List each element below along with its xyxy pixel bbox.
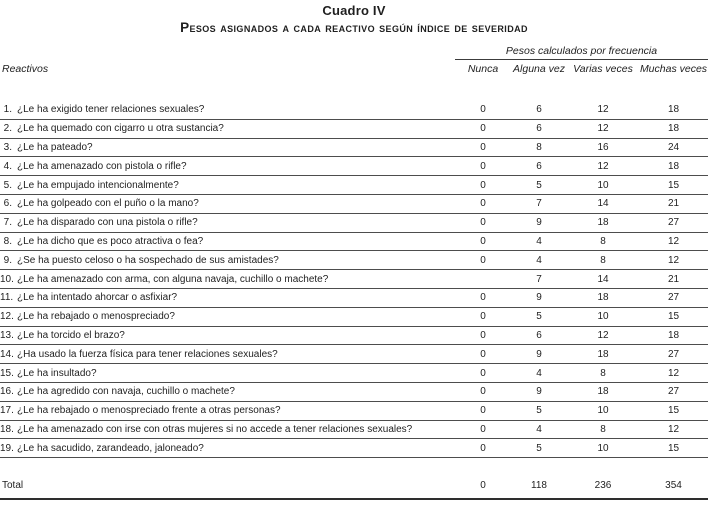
table-body	[0, 101, 708, 458]
value-alguna-vez: 6	[536, 329, 542, 341]
row-question: ¿Le ha insultado?	[17, 367, 97, 379]
column-header-nunca: Nunca	[467, 63, 499, 75]
row-question: ¿Se ha puesto celoso o ha sospechado de sus amistades?	[17, 254, 279, 266]
value-varias-veces: 8	[600, 423, 606, 435]
total-row	[0, 472, 708, 500]
value-varias-veces: 12	[597, 329, 609, 341]
value-nunca: 0	[480, 123, 486, 135]
value-alguna-vez: 4	[536, 423, 542, 435]
question-cell	[0, 424, 455, 435]
question-cell	[0, 443, 455, 454]
value-varias-veces: 8	[600, 254, 606, 266]
value-nunca: 0	[480, 367, 486, 379]
value-alguna-vez: 5	[536, 405, 542, 417]
table-row	[0, 101, 708, 120]
value-varias-veces: 12	[597, 160, 609, 172]
value-muchas-veces: 15	[667, 405, 680, 417]
total-varias-veces: 236	[594, 479, 612, 491]
table-row	[0, 157, 708, 176]
value-alguna-vez: 4	[536, 367, 542, 379]
value-alguna-vez: 6	[536, 123, 542, 135]
value-nunca: 0	[480, 311, 486, 323]
question-cell	[0, 198, 455, 209]
frequency-column-group	[455, 45, 708, 75]
row-question: ¿Le ha quemado con cigarro u otra sustancia?	[17, 123, 224, 135]
value-muchas-veces: 18	[667, 123, 680, 135]
row-number: 4.	[3, 160, 12, 172]
value-muchas-veces: 18	[667, 329, 680, 341]
table-row	[0, 270, 708, 289]
row-question: ¿Le ha intentado ahorcar o asfixiar?	[17, 292, 178, 304]
value-nunca: 0	[480, 235, 486, 247]
table-row	[0, 327, 708, 346]
value-alguna-vez: 5	[536, 442, 542, 454]
row-question: ¿Le ha agredido con navaja, cuchillo o machete?	[17, 386, 235, 398]
question-cell	[0, 161, 455, 172]
question-cell	[0, 217, 455, 228]
row-question: ¿Ha usado la fuerza física para tener relaciones sexuales?	[17, 348, 278, 360]
frequency-column-headers	[455, 60, 708, 75]
value-varias-veces: 10	[597, 179, 609, 191]
value-varias-veces: 12	[597, 123, 609, 135]
question-cell	[0, 292, 455, 303]
value-nunca: 0	[480, 198, 486, 210]
value-alguna-vez: 5	[536, 311, 542, 323]
value-nunca: 0	[480, 160, 486, 172]
value-varias-veces: 12	[597, 104, 609, 116]
row-number: 17.	[0, 405, 14, 417]
value-alguna-vez: 7	[536, 198, 542, 210]
total-alguna-vez: 118	[531, 479, 547, 491]
value-varias-veces: 16	[597, 141, 609, 153]
row-question: ¿Le ha torcido el brazo?	[17, 329, 125, 341]
row-question: ¿Le ha rebajado o menospreciado?	[17, 311, 175, 323]
row-number: 18.	[0, 423, 14, 435]
column-header-varias-veces: Varias veces	[573, 63, 633, 75]
value-alguna-vez: 9	[536, 348, 542, 360]
column-header-reactivos: Reactivos	[2, 63, 49, 75]
row-question: ¿Le ha exigido tener relaciones sexuales?	[17, 104, 205, 116]
value-muchas-veces: 27	[667, 217, 680, 229]
row-number: 6.	[3, 198, 12, 210]
table-row	[0, 345, 708, 364]
value-muchas-veces: 15	[667, 442, 680, 454]
table-row	[0, 214, 708, 233]
column-group-header: Pesos calculados por frecuencia	[455, 45, 708, 60]
value-varias-veces: 18	[597, 292, 609, 304]
row-number: 10.	[0, 273, 14, 285]
value-muchas-veces: 18	[667, 104, 680, 116]
value-muchas-veces: 21	[667, 273, 680, 285]
row-question: ¿Le ha empujado intencionalmente?	[17, 179, 179, 191]
question-cell	[0, 386, 455, 397]
row-number: 1.	[3, 104, 12, 116]
value-muchas-veces: 12	[667, 423, 680, 435]
question-cell	[0, 236, 455, 247]
value-nunca: 0	[480, 104, 486, 116]
value-varias-veces: 10	[597, 311, 609, 323]
value-muchas-veces: 27	[667, 386, 680, 398]
value-nunca: 0	[480, 423, 486, 435]
value-nunca: 0	[480, 141, 486, 153]
table-title: Cuadro IV	[322, 3, 386, 18]
row-number: 3.	[3, 141, 12, 153]
row-number: 16.	[0, 386, 14, 398]
row-number: 2.	[3, 123, 12, 135]
row-question: ¿Le ha pateado?	[17, 141, 93, 153]
value-alguna-vez: 9	[536, 292, 542, 304]
value-nunca: 0	[480, 348, 486, 360]
row-number: 12.	[0, 311, 14, 323]
value-muchas-veces: 21	[667, 198, 680, 210]
table-row	[0, 195, 708, 214]
table-subtitle: Pesos asignados a cada reactivo según índice de severidad	[180, 20, 528, 35]
row-question: ¿Le ha amenazado con irse con otras mujeres si no accede a tener relaciones sexuales?	[17, 423, 413, 435]
row-number: 5.	[3, 179, 12, 191]
table-row	[0, 402, 708, 421]
question-cell	[0, 104, 455, 115]
table-header	[0, 45, 708, 75]
row-number: 9.	[3, 254, 12, 266]
value-varias-veces: 10	[597, 405, 609, 417]
value-muchas-veces: 15	[667, 179, 680, 191]
row-number: 11.	[0, 292, 14, 304]
question-cell	[0, 180, 455, 191]
value-muchas-veces: 24	[667, 141, 680, 153]
value-muchas-veces: 12	[667, 235, 680, 247]
table-row	[0, 139, 708, 158]
question-cell	[0, 142, 455, 153]
value-alguna-vez: 9	[536, 217, 542, 229]
row-number: 19.	[0, 442, 14, 454]
table-row	[0, 383, 708, 402]
value-muchas-veces: 12	[667, 367, 680, 379]
value-alguna-vez: 6	[536, 160, 542, 172]
value-muchas-veces: 27	[667, 292, 680, 304]
value-alguna-vez: 6	[536, 104, 542, 116]
total-label: Total	[2, 479, 24, 491]
value-nunca: 0	[480, 329, 486, 341]
row-question: ¿Le ha amenazado con pistola o rifle?	[17, 160, 187, 172]
row-number: 14.	[0, 348, 14, 360]
value-alguna-vez: 4	[536, 254, 542, 266]
question-cell	[0, 368, 455, 379]
value-varias-veces: 14	[597, 273, 609, 285]
question-cell	[0, 123, 455, 134]
value-alguna-vez: 7	[536, 273, 542, 285]
question-cell	[0, 405, 455, 416]
row-number: 8.	[3, 235, 12, 247]
value-varias-veces: 8	[600, 367, 606, 379]
table-row	[0, 289, 708, 308]
table-row	[0, 120, 708, 139]
value-nunca: 0	[480, 386, 486, 398]
question-cell	[0, 311, 455, 322]
table-row	[0, 176, 708, 195]
value-nunca: 0	[480, 405, 486, 417]
table-row	[0, 308, 708, 327]
row-number: 7.	[3, 217, 12, 229]
value-muchas-veces: 12	[667, 254, 680, 266]
row-question: ¿Le ha disparado con una pistola o rifle?	[17, 217, 198, 229]
total-muchas-veces: 354	[665, 479, 682, 491]
row-question: ¿Le ha rebajado o menospreciado frente a otras personas?	[17, 405, 281, 417]
value-varias-veces: 18	[597, 217, 609, 229]
row-question: ¿Le ha dicho que es poco atractiva o fea?	[17, 235, 204, 247]
column-header-muchas-veces: Muchas veces	[639, 63, 708, 75]
row-question: ¿Le ha golpeado con el puño o la mano?	[17, 198, 199, 210]
value-varias-veces: 8	[600, 235, 606, 247]
value-nunca: 0	[480, 217, 486, 229]
table-row	[0, 251, 708, 270]
value-alguna-vez: 4	[536, 235, 542, 247]
value-alguna-vez: 9	[536, 386, 542, 398]
value-nunca: 0	[480, 442, 486, 454]
table-row	[0, 439, 708, 458]
value-varias-veces: 18	[597, 386, 609, 398]
total-nunca: 0	[480, 479, 486, 491]
question-cell	[0, 349, 455, 360]
question-cell	[0, 330, 455, 341]
question-cell	[0, 255, 455, 266]
row-number: 15.	[0, 367, 14, 379]
value-muchas-veces: 18	[667, 160, 680, 172]
row-question: ¿Le ha amenazado con arma, con alguna navaja, cuchillo o machete?	[17, 273, 329, 285]
value-alguna-vez: 5	[536, 179, 542, 191]
value-alguna-vez: 8	[536, 141, 542, 153]
value-varias-veces: 18	[597, 348, 609, 360]
row-number: 13.	[0, 329, 14, 341]
value-nunca: 0	[480, 254, 486, 266]
value-nunca: 0	[480, 179, 486, 191]
value-varias-veces: 14	[597, 198, 609, 210]
value-nunca: 0	[480, 292, 486, 304]
column-header-alguna-vez: Alguna vez	[513, 63, 565, 75]
value-muchas-veces: 27	[667, 348, 680, 360]
value-varias-veces: 10	[597, 442, 609, 454]
table-row	[0, 233, 708, 252]
question-cell	[0, 274, 455, 285]
table-row	[0, 421, 708, 440]
row-question: ¿Le ha sacudido, zarandeado, jaloneado?	[17, 442, 204, 454]
value-muchas-veces: 15	[667, 311, 680, 323]
table-row	[0, 364, 708, 383]
